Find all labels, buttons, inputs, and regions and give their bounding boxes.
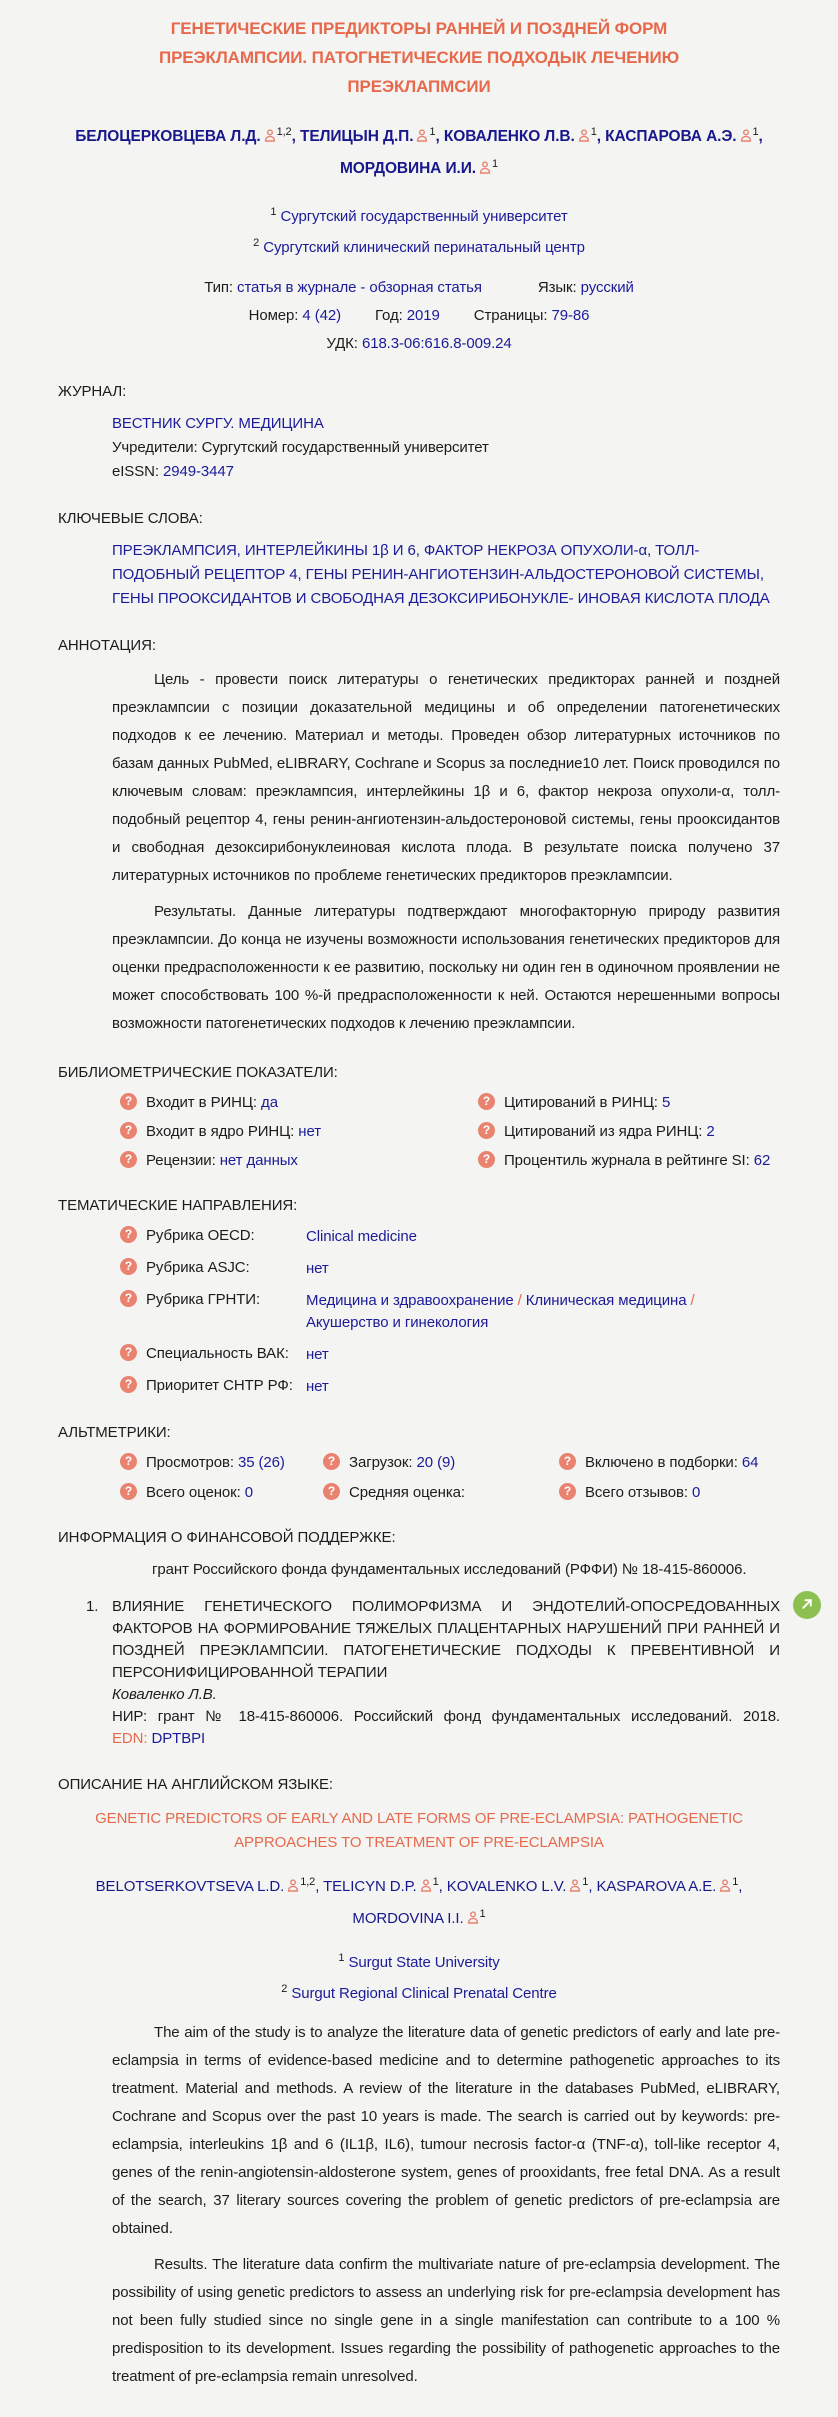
help-icon[interactable]: ? bbox=[120, 1258, 137, 1275]
keywords-list[interactable]: ПРЕЭКЛАМПСИЯ, ИНТЕРЛЕЙКИНЫ 1β И 6, ФАКТОР НЕКРОЗА ОПУХОЛИ-α, ТОЛЛ-ПОДОБНЫЙ РЕЦЕПТОР 4, ГЕНЫ РЕНИН-АНГИОТЕНЗИН-АЛЬДОСТЕРОНОВОЙ СИСТЕМЫ, ГЕНЫ ПРООКСИДАНТОВ И СВОБОДНАЯ ДЕЗОКСИРИБОНУКЛЕ- ИНОВАЯ КИСЛОТА ПЛОДА bbox=[112, 542, 770, 608]
topic-row: ? Рубрика ГРНТИ: Медицина и здравоохранение / Клиническая медицина /Акушерство и гинекология bbox=[112, 1290, 780, 1334]
altmetric-value[interactable]: 64 bbox=[741, 1454, 759, 1472]
affiliation-link[interactable]: Surgut Regional Clinical Prenatal Centre bbox=[291, 1985, 557, 2003]
author-sup: 1 bbox=[491, 158, 498, 171]
topic-row: ? Рубрика ASJC: нет bbox=[112, 1258, 780, 1280]
altmetric-value: 20 (9) bbox=[416, 1454, 456, 1472]
bibliometric-item: ? Процентиль журнала в рейтинге SI: 62 bbox=[478, 1151, 780, 1171]
author-link[interactable]: КОВАЛЕНКО Л.В. $^1$ bbox=[444, 128, 597, 145]
author-person-icon[interactable] bbox=[264, 124, 276, 151]
bibliometric-value: 62 bbox=[753, 1152, 771, 1170]
topic-value[interactable]: Clinical medicine bbox=[306, 1228, 417, 1246]
article-language: Язык: русский bbox=[537, 279, 634, 297]
author-link[interactable]: КАСПАРОВА А.Э. $^1$ bbox=[605, 128, 758, 145]
udk: УДК: 618.3-06:616.8-009.24 bbox=[326, 335, 512, 353]
author-link[interactable]: БЕЛОЦЕРКОВЦЕВА Л.Д. $^{1,2}$ bbox=[75, 128, 291, 145]
altmetric-item: ? Загрузок: 20 (9) bbox=[323, 1453, 559, 1473]
english-abstract-paragraph: Results. The literature data confirm the multivariate nature of pre-eclampsia development. The possibility of using genetic predictors to assess an underlying risk for pre-eclampsia development has not been fully studied since no single gene in a single manifestation can contribute to a 100 % predisposition to its development. Issues regarding the possibility of pathogenetic approaches to the treatment of pre-eclampsia remain unresolved. bbox=[112, 2256, 780, 2386]
help-icon[interactable]: ? bbox=[323, 1483, 340, 1500]
journal-founders: Учредители: Сургутский государственный университет bbox=[112, 439, 489, 457]
author-sup: 1 bbox=[582, 1876, 589, 1889]
topic-value: нет bbox=[306, 1346, 329, 1364]
affiliation-link[interactable]: Сургутский клинический перинатальный центр bbox=[263, 239, 585, 257]
topic-row: ? Рубрика OECD: Clinical medicine bbox=[112, 1226, 780, 1248]
issue-pages: Страницы: 79-86 bbox=[473, 307, 590, 325]
help-icon[interactable]: ? bbox=[120, 1376, 137, 1393]
affiliation-sup: 2 bbox=[253, 237, 260, 250]
bibliometric-value: нет bbox=[298, 1123, 321, 1141]
external-link-icon bbox=[801, 1597, 813, 1614]
issue-number: Номер: 4 (42) bbox=[248, 307, 342, 325]
section-label-keywords: КЛЮЧЕВЫЕ СЛОВА: bbox=[58, 510, 203, 528]
meta-row-type bbox=[58, 275, 780, 301]
author-person-icon[interactable] bbox=[287, 1875, 299, 1901]
bibliometric-item: ? Цитирований из ядра РИНЦ: 2 bbox=[478, 1122, 780, 1142]
journal-link[interactable]: ВЕСТНИК СУРГУ. МЕДИЦИНА bbox=[112, 415, 324, 433]
author-separator: , bbox=[291, 128, 300, 146]
grant-edn-line bbox=[112, 1728, 780, 1750]
edn-link[interactable]: DPTBPI bbox=[151, 1730, 206, 1748]
issue-year-value: 2019 bbox=[406, 307, 440, 325]
affiliation-sup: 1 bbox=[338, 1952, 345, 1965]
section-label-english: ОПИСАНИЕ НА АНГЛИЙСКОМ ЯЗЫКЕ: bbox=[58, 1776, 333, 1794]
abstract-section bbox=[58, 637, 780, 1038]
author-person-icon[interactable] bbox=[719, 1875, 731, 1901]
grant-text: грант Российского фонда фундаментальных исследований (РФФИ) № 18-415-860006. bbox=[152, 1561, 747, 1579]
english-abstract-paragraph: The aim of the study is to analyze the literature data of genetic predictors of early and late pre-eclampsia in terms of evidence-based medicine and to determine pathogenetic approaches to its treatment. Material and methods. A review of the literature in the databases PubMed, eLIBRARY, Cochrane and Scopus over the past 10 years is made. The search is carried out by keywords: pre-eclampsia, interleukins 1β and 6 (IL1β, IL6), tumour necrosis factor-α (TNF-α), toll-like receptor 4, genes of the renin-angiotensin-aldosterone system, genes of prooxidants, free fetal DNA. As a result of the search, 37 literary sources covering the problem of genetic predictors of pre-eclampsia are obtained. bbox=[112, 2024, 780, 2238]
topic-value: нет bbox=[306, 1378, 329, 1396]
journal-founders-value: Сургутский государственный университет bbox=[201, 439, 489, 457]
author-link[interactable]: BELOTSERKOVTSEVA L.D. $^{1,2}$ bbox=[96, 1878, 316, 1895]
author-link[interactable]: МОРДОВИНА И.И. $^1$ bbox=[340, 160, 498, 177]
section-label-bibliometrics: БИБЛИОМЕТРИЧЕСКИЕ ПОКАЗАТЕЛИ: bbox=[58, 1064, 338, 1082]
topic-separator: / bbox=[517, 1292, 522, 1310]
author-person-icon[interactable] bbox=[569, 1875, 581, 1901]
author-separator: , bbox=[758, 128, 763, 146]
help-icon[interactable]: ? bbox=[559, 1483, 576, 1500]
affiliation-row bbox=[58, 199, 780, 230]
altmetric-item: ? Всего отзывов: 0 bbox=[559, 1483, 780, 1503]
author-sup: 1 bbox=[429, 126, 436, 138]
grant-item-author: Коваленко Л.В. bbox=[112, 1686, 217, 1704]
meta-row-udk bbox=[58, 331, 780, 357]
grant-nir-line: НИР: грант № 18-415-860006. Российский фонд фундаментальных исследований. 2018. bbox=[112, 1708, 780, 1726]
help-icon[interactable]: ? bbox=[120, 1344, 137, 1361]
abstract-paragraph: Цель - провести поиск литературы о генетических предикторах ранней и поздней преэклампсии с позиции доказательной медицины и об определении патогенетических подходов к ее лечению. Материал и методы. Проведен обзор литературных источников по базам данных PubMed, eLIBRARY, Cochrane и Scopus за последние10 лет. Поиск проводился по ключевым словам: преэклампсия, интерлейкины 1β и 6, фактор некроза опухоли-α, толл-подобный рецептор 4, гены ренин-ангиотензин-альдостероновой системы, гены прооксидантов и свободная дезоксирибонуклеиновая кислота плода. В результате поиска получено 37 литературных источников по проблеме генетических предикторов преэклампсии. bbox=[112, 671, 780, 885]
english-section bbox=[58, 1776, 780, 2391]
abstract-paragraph: Результаты. Данные литературы подтверждают многофакторную природу развития преэклампсии. До конца не изучены возможности использования генетических предикторов для оценки предрасположенности к ее развитию, поскольку ни один ген в одиночном проявлении не может способствовать 100 %-й предрасположенности к ней. Остаются нерешенными вопросы возможности патогенетических подходов к лечению преэклампсии. bbox=[112, 903, 780, 1033]
section-label-topics: ТЕМАТИЧЕСКИЕ НАПРАВЛЕНИЯ: bbox=[58, 1197, 298, 1215]
grant-item bbox=[86, 1596, 780, 1750]
author-sup: 1 bbox=[752, 126, 759, 138]
issue-pages-value: 79-86 bbox=[551, 307, 590, 325]
help-icon[interactable]: ? bbox=[323, 1453, 340, 1470]
bibliometric-value[interactable]: 5 bbox=[661, 1094, 671, 1112]
author-separator: , bbox=[315, 1878, 324, 1896]
author-separator: , bbox=[738, 1878, 743, 1896]
topic-row: ? Специальность ВАК: нет bbox=[112, 1344, 780, 1366]
author-separator: , bbox=[588, 1878, 597, 1896]
external-link-button[interactable] bbox=[793, 1591, 821, 1619]
bibliometric-item: ? Рецензии: нет данных bbox=[120, 1151, 478, 1171]
help-icon[interactable]: ? bbox=[120, 1453, 137, 1470]
author-person-icon[interactable] bbox=[416, 124, 428, 151]
author-sup: 1,2 bbox=[300, 1876, 316, 1889]
author-person-icon[interactable] bbox=[740, 124, 752, 151]
author-separator: , bbox=[596, 128, 606, 146]
journal-section bbox=[58, 383, 780, 484]
author-sup: 1,2 bbox=[276, 126, 292, 138]
author-person-icon[interactable] bbox=[578, 124, 590, 151]
affiliation-row bbox=[58, 1945, 780, 1976]
meta-row-issue bbox=[58, 303, 780, 329]
topic-value[interactable]: Клиническая медицина bbox=[525, 1292, 687, 1310]
author-link[interactable]: TELICYN D.P. $^1$ bbox=[323, 1878, 439, 1895]
author-link[interactable]: KASPAROVA A.E. $^1$ bbox=[596, 1878, 738, 1895]
author-person-icon[interactable] bbox=[420, 1875, 432, 1901]
english-title: GENETIC PREDICTORS OF EARLY AND LATE FORMS OF PRE-ECLAMPSIA: PATHOGENETIC APPROACHES TO TREATMENT OF PRE-ECLAMPSIA bbox=[95, 1810, 743, 1852]
affiliation-row bbox=[58, 230, 780, 261]
udk-value: 618.3-06:616.8-009.24 bbox=[361, 335, 512, 353]
help-icon[interactable]: ? bbox=[120, 1122, 137, 1139]
affiliations bbox=[58, 199, 780, 261]
section-label-funding: ИНФОРМАЦИЯ О ФИНАНСОВОЙ ПОДДЕРЖКЕ: bbox=[58, 1529, 396, 1547]
altmetric-value: 35 (26) bbox=[237, 1454, 285, 1472]
author-sup: 1 bbox=[432, 1876, 439, 1889]
journal-eissn-value[interactable]: 2949-3447 bbox=[163, 463, 234, 481]
edn-label: EDN: bbox=[112, 1730, 148, 1748]
topic-value[interactable]: Акушерство и гинекология bbox=[306, 1314, 489, 1332]
journal-eissn: eISSN: 2949-3447 bbox=[112, 463, 234, 481]
bibliometric-value[interactable]: 2 bbox=[706, 1123, 715, 1141]
altmetric-item: ? Включено в подборки: 64 bbox=[559, 1453, 780, 1473]
help-icon[interactable]: ? bbox=[120, 1483, 137, 1500]
grant-item-number: 1. bbox=[86, 1598, 99, 1616]
author-link[interactable]: ТЕЛИЦЫН Д.П. $^1$ bbox=[300, 128, 435, 145]
topic-value: нет bbox=[306, 1260, 329, 1278]
bibliometric-item: ? Входит в РИНЦ: да bbox=[120, 1093, 478, 1113]
article-type: Тип: статья в журнале - обзорная статья bbox=[204, 279, 482, 297]
altmetric-value: 0 bbox=[244, 1484, 253, 1502]
help-icon[interactable]: ? bbox=[120, 1151, 137, 1168]
affiliation-link[interactable]: Сургутский государственный университет bbox=[280, 208, 568, 226]
author-sup: 1 bbox=[590, 126, 597, 138]
bibliometric-value: да bbox=[261, 1094, 278, 1112]
article-title: ГЕНЕТИЧЕСКИЕ ПРЕДИКТОРЫ РАННЕЙ И ПОЗДНЕЙ ФОРМ ПРЕЭКЛАМПСИИ. ПАТОГНЕТИЧЕСКИЕ ПОДХОДЫК ЛЕЧЕНИЮ ПРЕЭКЛАПМСИИ bbox=[158, 19, 680, 96]
authors-line bbox=[69, 119, 769, 183]
bibliometric-value: нет данных bbox=[219, 1152, 298, 1170]
help-icon[interactable]: ? bbox=[120, 1226, 137, 1243]
affiliation-link[interactable]: Surgut State University bbox=[348, 1954, 500, 1972]
issue-number-value[interactable]: 4 (42) bbox=[302, 307, 342, 325]
author-person-icon[interactable] bbox=[479, 156, 491, 183]
issue-year: Год: 2019 bbox=[375, 307, 440, 325]
section-label-abstract: АННОТАЦИЯ: bbox=[58, 637, 156, 655]
author-sup: 1 bbox=[732, 1876, 739, 1889]
topic-separator: / bbox=[690, 1292, 695, 1310]
author-separator: , bbox=[438, 1878, 447, 1896]
author-sup: 1 bbox=[479, 1908, 486, 1921]
author-separator: , bbox=[435, 128, 444, 146]
help-icon[interactable]: ? bbox=[120, 1093, 137, 1110]
author-link[interactable]: KOVALENKO L.V. $^1$ bbox=[447, 1878, 589, 1895]
affiliation-sup: 2 bbox=[281, 1983, 288, 1996]
altmetric-item: ? Средняя оценка: bbox=[323, 1483, 559, 1503]
help-icon[interactable]: ? bbox=[478, 1122, 495, 1139]
funding-section bbox=[58, 1529, 780, 1750]
affiliation-row bbox=[58, 1976, 780, 2007]
altmetric-item: ? Просмотров: 35 (26) bbox=[120, 1453, 323, 1473]
affiliation-sup: 1 bbox=[270, 206, 277, 219]
help-icon[interactable]: ? bbox=[120, 1290, 137, 1307]
topic-value[interactable]: Медицина и здравоохранение bbox=[306, 1292, 514, 1310]
topics-section bbox=[58, 1197, 780, 1398]
english-affiliations bbox=[58, 1945, 780, 2007]
altmetric-value: 0 bbox=[692, 1484, 701, 1502]
article-language-value: русский bbox=[580, 279, 634, 297]
bibliometric-item: ? Цитирований в РИНЦ: 5 bbox=[478, 1093, 780, 1113]
section-label-journal: ЖУРНАЛ: bbox=[58, 383, 127, 401]
author-link[interactable]: MORDOVINA I.I. $^1$ bbox=[352, 1910, 485, 1927]
altmetrics-section bbox=[58, 1424, 780, 1503]
help-icon[interactable]: ? bbox=[478, 1093, 495, 1110]
bibliometrics-section bbox=[58, 1064, 780, 1171]
help-icon[interactable]: ? bbox=[559, 1453, 576, 1470]
grant-item-title: ВЛИЯНИЕ ГЕНЕТИЧЕСКОГО ПОЛИМОРФИЗМА И ЭНДОТЕЛИЙ-ОПОСРЕДОВАННЫХ ФАКТОРОВ НА ФОРМИРОВАНИЕ ТЯЖЕЛЫХ ПЛАЦЕНТАРНЫХ НАРУШЕНИЙ ПРИ РАННЕЙ И ПОЗДНЕЙ ПРЕЭКЛАМПСИИ. ПАТОГЕНЕТИЧЕСКИЕ ПОДХОДЫ К ПРЕВЕНТИВНОЙ И ПЕРСОНИФИЦИРОВАННОЙ ТЕРАПИИ bbox=[112, 1598, 780, 1682]
section-label-altmetrics: АЛЬТМЕТРИКИ: bbox=[58, 1424, 171, 1442]
english-authors-line bbox=[69, 1869, 769, 1933]
article-type-value: статья в журнале - обзорная статья bbox=[237, 279, 482, 297]
author-person-icon[interactable] bbox=[467, 1907, 479, 1933]
bibliometric-item: ? Входит в ядро РИНЦ: нет bbox=[120, 1122, 478, 1142]
keywords-section bbox=[58, 510, 780, 611]
help-icon[interactable]: ? bbox=[478, 1151, 495, 1168]
altmetric-item: ? Всего оценок: 0 bbox=[120, 1483, 323, 1503]
topic-row: ? Приоритет СНТР РФ: нет bbox=[112, 1376, 780, 1398]
